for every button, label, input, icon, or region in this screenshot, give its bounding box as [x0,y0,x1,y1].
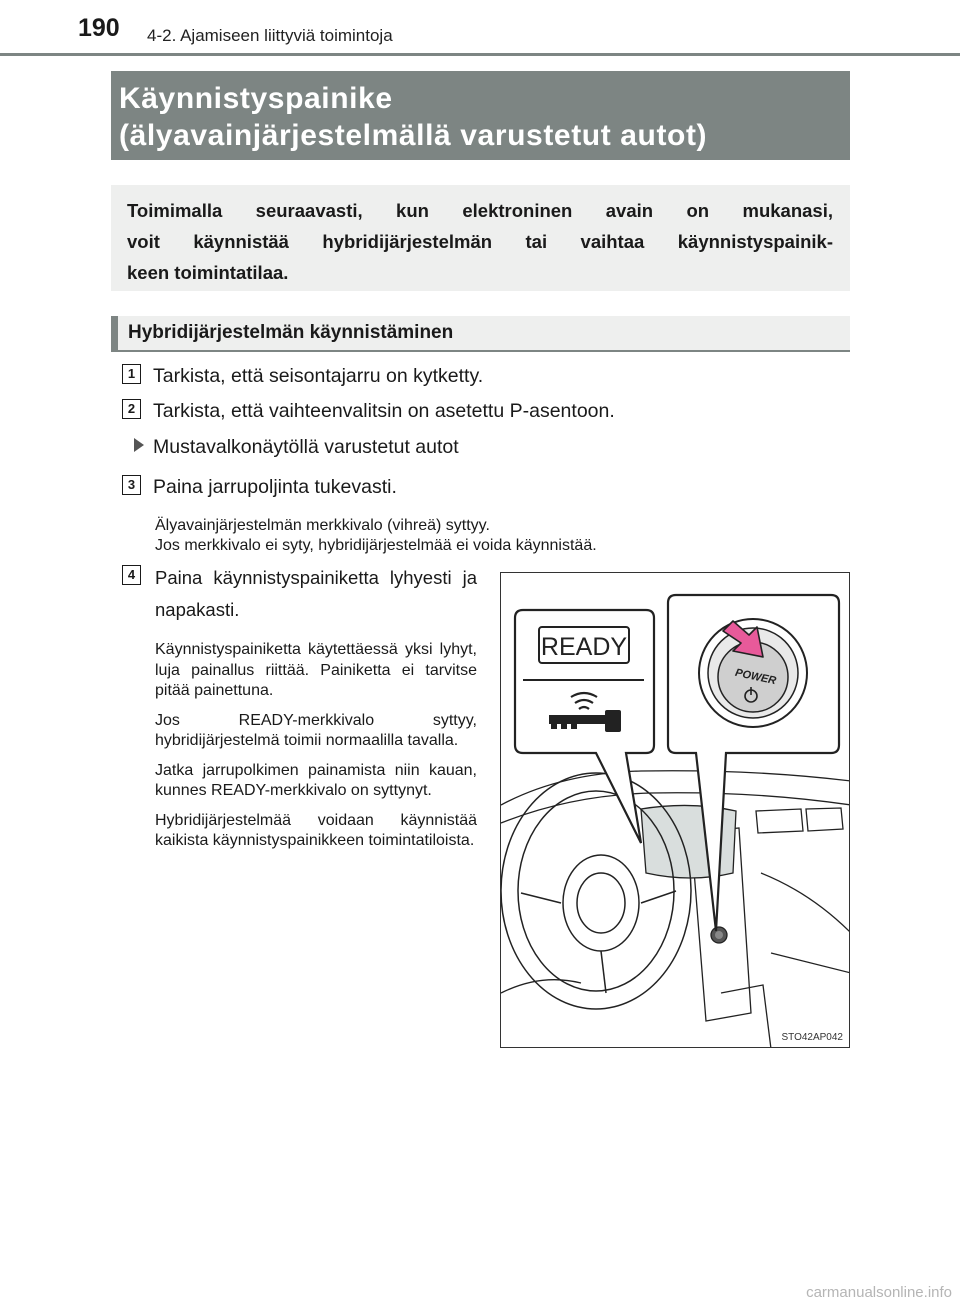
section-header [111,316,850,352]
step-4-note: Jatka jarrupolkimen painamista niin kauan, kunnes READY-merkkivalo on syttynyt. [155,761,477,799]
variant-label-text: Mustavalkonäytöllä varustetut autot [153,436,459,458]
step-badge-1: 1 [122,364,141,384]
step-badge-2: 2 [122,399,141,419]
step-1-text: Tarkista, että seisontajarru on kytketty. [153,365,484,387]
triangle-arrow-icon [134,438,144,452]
page-title-line-1: Käynnistyspainike [119,82,393,115]
chapter-header: 4-2. Ajamiseen liittyviä toimintoja [147,26,393,45]
header-divider [0,53,960,56]
ready-indicator-label: READY [540,633,628,661]
page-title-line-2: (älyavainjärjestelmällä varustetut autot) [119,119,708,152]
dashboard-drawing [501,573,850,1048]
figure-code: STO42AP042 [781,1032,843,1043]
step-4-column [155,562,477,861]
step-badge-3: 3 [122,475,141,495]
title-box [111,71,850,160]
power-label: POWER [734,666,778,688]
step-3-note-2: Jos merkkivalo ei syty, hybridijärjestelmää ei voida käynnistää. [155,537,597,554]
dashboard-illustration [500,572,850,1048]
footer-watermark: carmanualsonline.info [806,1284,952,1301]
page-number: 190 [78,14,120,42]
step-badge-4: 4 [122,565,141,585]
step-2-text: Tarkista, että vaihteenvalitsin on asetettu P-asentoon. [153,400,615,422]
step-3-note-1: Älyavainjärjestelmän merkkivalo (vihreä) syttyy. [155,517,490,534]
step-4-note: Jos READY-merkkivalo syttyy, hybridijärjestelmä toimii normaalilla tavalla. [155,711,477,749]
step-4-note: Käynnistyspainiketta käytettäessä yksi lyhyt, luja painallus riittää. Painiketta ei tarvitse pitää painettuna. [155,641,477,699]
intro-line: voit käynnistää hybridijärjestelmän tai vaihtaa käynnistyspainik- [127,231,833,252]
section-title: Hybridijärjestelmän käynnistäminen [128,322,454,343]
variant-label [134,436,459,459]
step-3-text: Paina jarrupoljinta tukevasti. [153,476,397,498]
intro-line: Toimimalla seuraavasti, kun elektroninen avain on mukanasi, [127,200,833,221]
intro-line: keen toimintatilaa. [127,262,289,283]
step-4-text: Paina käynnistyspainiketta lyhyesti ja napakasti. [155,567,477,620]
intro-box [111,185,850,291]
step-4-note: Hybridijärjestelmää voidaan käynnistää kaikista käynnistyspainikkeen toimintatiloista. [155,811,477,849]
